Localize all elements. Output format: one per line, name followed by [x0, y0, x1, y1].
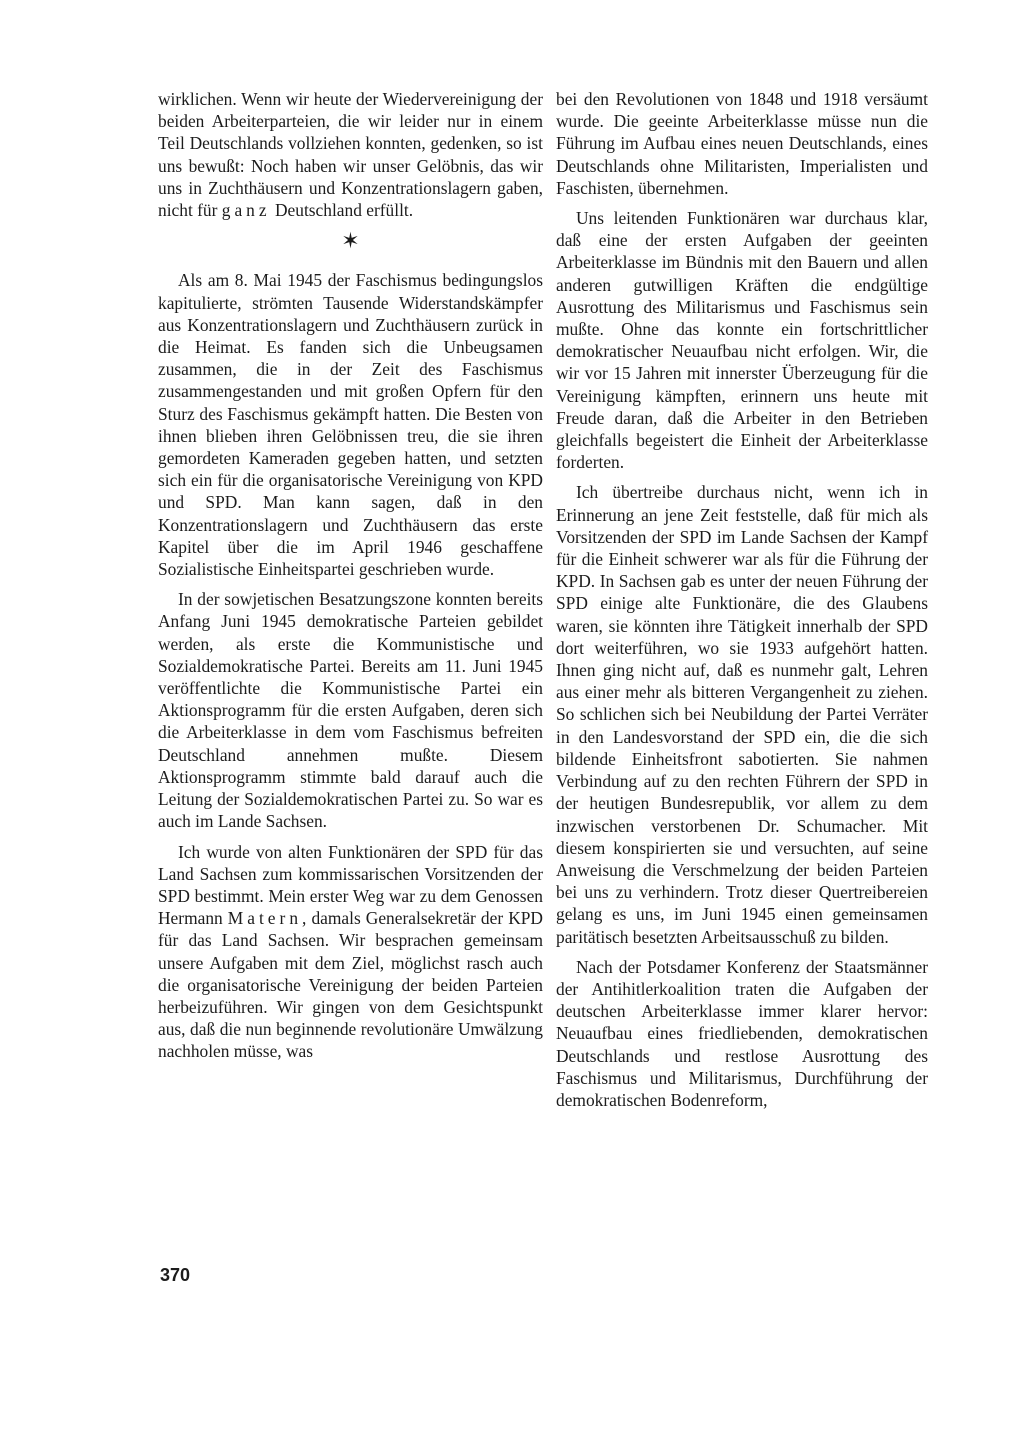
right-paragraph-4: Nach der Potsdamer Konferenz der Staatsmänner der Antihitlerkoalition traten die Aufgaben der deutschen Arbeiterklasse immer klarer hervor: Neuaufbau eines friedliebenden, demokratischen Deutschlands und restlose Ausrottung des Faschismus und Militarismus, Durchführung der demokratischen Bodenreform,: [556, 956, 928, 1110]
left-paragraph-1-emphasis: ganz: [221, 200, 271, 221]
left-paragraph-4-emphasis: Matern: [227, 908, 303, 929]
left-paragraph-1: [158, 88, 543, 221]
left-column: [158, 88, 543, 1071]
section-separator-star: ✶: [341, 229, 360, 255]
right-paragraph-2: Uns leitenden Funktionären war durchaus klar, daß eine der ersten Aufgaben der geeinten Arbeiterklasse im Bündnis mit den Bauern und allen anderen gutwilligen Kräften die endgültige Ausrottung des Militarismus und Faschismus sein mußte. Ohne das konnte ein fortschrittlicher demokratischer Neuaufbau nicht erfolgen. Wir, die wir vor 15 Jahren mit innerster Überzeugung für die Vereinigung kämpften, erinnern uns heute mit Freude daran, daß die Arbeiter in den Betrieben gleichfalls begeistert die Einheit der Arbeiterklasse forderten.: [556, 208, 928, 473]
left-paragraph-2: Als am 8. Mai 1945 der Faschismus bedingungslos kapitulierte, strömten Tausende Widerstandskämpfer aus Konzentrationslagern und Zuchthäusern zurück in die Heimat. Es fanden sich die Unbeugsamen zusammen, die in der Zeit des Faschismus zusammengestanden und mit großen Opfern für den Sturz des Faschismus gekämpft hatten. Die Besten von ihnen blieben ihren Gelöbnissen treu, die sie ihren gemordeten Kameraden gegeben hatten, und setzten sich ein für die organisatorische Vereinigung von KPD und SPD. Man kann sagen, daß in den Konzentrationslagern und Zuchthäusern das erste Kapitel über die im April 1946 geschaffene Sozialistische Einheitspartei geschrieben wurde.: [158, 270, 543, 580]
right-paragraph-1: bei den Revolutionen von 1848 und 1918 versäumt wurde. Die geeinte Arbeiterklasse müsse nun die Führung im Aufbau eines neuen Deutschlands, eines Deutschlands ohne Militaristen, Imperialisten und Faschisten, übernehmen.: [556, 89, 928, 198]
right-column: [556, 88, 928, 1119]
page-number: 370: [160, 1265, 191, 1285]
right-paragraph-3: Ich übertreibe durchaus nicht, wenn ich in Erinnerung an jene Zeit feststelle, daß für mich als Vorsitzenden der SPD im Lande Sachsen der Kampf für die Einheit schwerer war als für die Führung der KPD. In Sachsen gab es unter der neuen Führung der SPD einige alte Funktionäre, die des Glaubens waren, sie könnten ihre Tätigkeit innerhalb der SPD dort weiterführen, wo sie 1933 aufgehört hatten. Ihnen ging nicht auf, daß es nunmehr galt, Lehren aus einer mehr als bitteren Vergangenheit zu ziehen. So schlichen sich bei Neubildung der Partei Verräter in den Landesvorstand der SPD ein, die die sich bildende Einheitsfront sabotierten. Sie nahmen Verbindung auf zu den rechten Führern der SPD in der heutigen Bundesrepublik, vor allem zu dem inzwischen verstorbenen Dr. Schumacher. Mit diesem konspirierten sie und versuchten, auf seine Anweisung die Verschmelzung der beiden Parteien bei uns zu verhindern. Trotz dieser Quertreibereien gelang es uns, im Juni 1945 einen gemeinsamen paritätisch besetzten Arbeitsausschuß zu bilden.: [556, 482, 928, 947]
left-paragraph-4: [158, 841, 543, 1063]
left-paragraph-1-text: wirklichen. Wenn wir heute der Wiedervereinigung der beiden Arbeiterparteien, die wir leider nur in einem Teil Deutschlands vollziehen konnten, gedenken, so ist uns bewußt: Noch haben wir unser Gelöbnis, das wir uns in Zuchthäusern und Konzentrationslagern gaben, nicht für: [158, 89, 543, 221]
left-paragraph-1-end: Deutschland erfüllt.: [274, 200, 414, 221]
left-paragraph-4-text: Ich wurde von alten Funktionären der SPD für das Land Sachsen zum kommissarischen Vorsitzenden der SPD bestimmt. Mein erster Weg war zu dem Genossen Hermann: [158, 841, 543, 929]
left-paragraph-3: In der sowjetischen Besatzungszone konnten bereits Anfang Juni 1945 demokratische Parteien gebildet werden, als erste die Kommunistische und Sozialdemokratische Partei. Bereits am 11. Juni 1945 veröffentlichte die Kommunistische Partei ein Aktionsprogramm für die ersten Aufgaben, deren sich die Arbeiterklasse in dem vom Faschismus befreiten Deutschland annehmen mußte. Diesem Aktionsprogramm stimmte bald darauf auch die Leitung der Sozialdemokratischen Partei zu. So war es auch im Lande Sachsen.: [158, 589, 543, 832]
left-paragraph-4-end: , damals Generalsekretär der KPD für das Land Sachsen. Wir besprachen gemeinsam unsere Aufgaben mit dem Ziel, möglichst rasch auch die organisatorische Vereinigung der beiden Parteien herbeizuführen. Wir gingen von dem Gesichtspunkt aus, daß die nun beginnende revolutionäre Umwälzung nachholen müsse, was: [158, 908, 543, 1062]
